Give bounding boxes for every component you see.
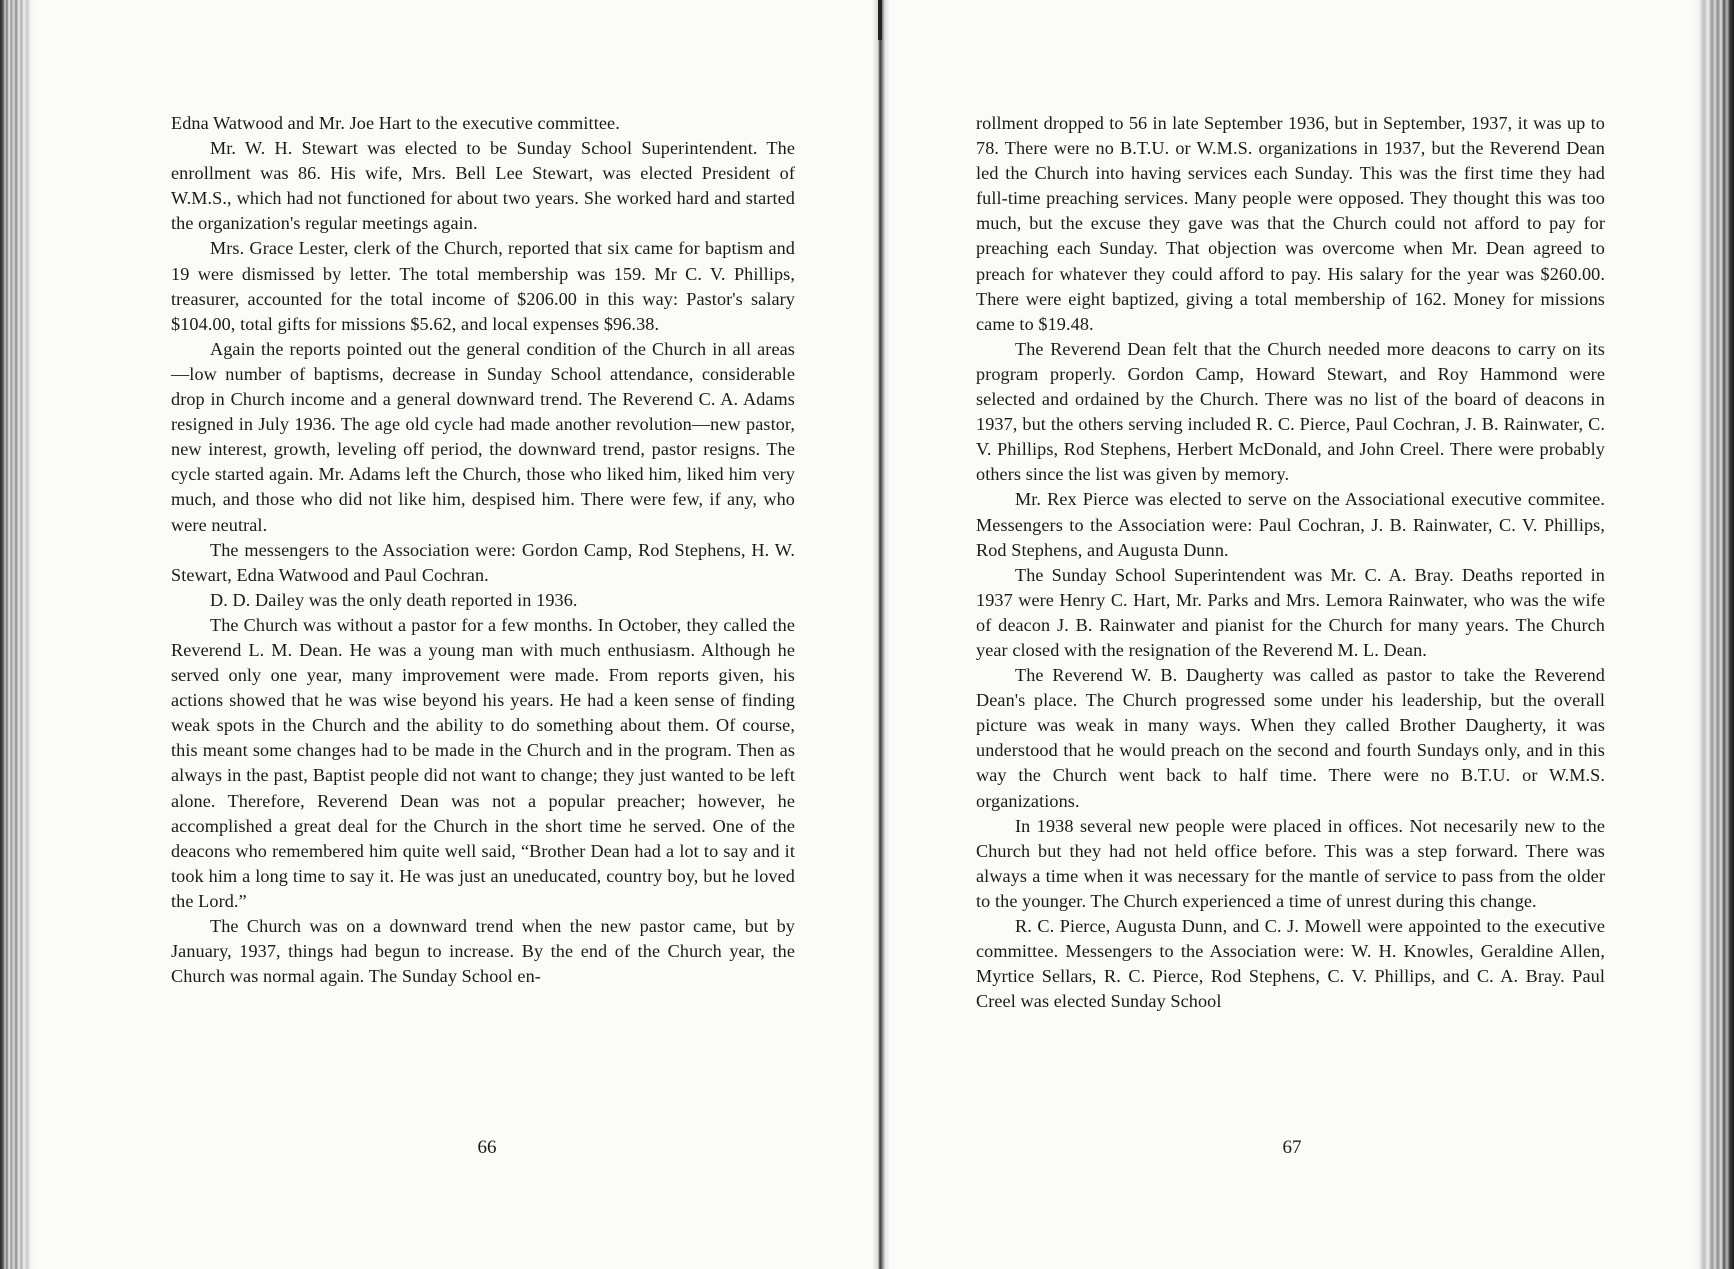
right-page-body [976, 111, 1605, 1014]
paragraph: In 1938 several new people were placed in offices. Not necesarily new to the Church but they had not held office before. This was a step forward. There was always a time when it was necessary for the mantle of service to pass from the older to the younger. The Church experienced a time of unrest during this change. [976, 815, 1605, 911]
paragraph: The Sunday School Superintendent was Mr. C. A. Bray. Deaths reported in 1937 were Henry C. Hart, Mr. Parks and Mrs. Lemora Rainwater, who was the wife of deacon J. B. Rainwater and pianist for the Church for many years. The Church year closed with the resignation of the Reverend M. L. Dean. [976, 564, 1605, 660]
paragraph: Edna Watwood and Mr. Joe Hart to the executive committee. [171, 113, 620, 133]
paragraph: The Church was on a downward trend when the new pastor came, but by January, 1937, things had begun to increase. By the end of the Church year, the Church was normal again. The Sunday School en- [171, 916, 795, 987]
gutter-shadow [878, 0, 882, 40]
paragraph: D. D. Dailey was the only death reported in 1936. [210, 589, 578, 610]
right-page-edges [1690, 0, 1734, 1269]
paragraph: The Reverend Dean felt that the Church needed more deacons to carry on its program properly. Gordon Camp, Howard Stewart, and Roy Hammond were selected and ordained by the Church. There was no list of the board of deacons in 1937, but the others serving included R. C. Pierce, Paul Cochran, J. B. Rainwater, C. V. Phillips, Rod Stephens, Herbert McDonald, and John Creel. There were probably others since the list was given by memory. [976, 338, 1605, 485]
paragraph: Mrs. Grace Lester, clerk of the Church, reported that six came for baptism and 19 were dismissed by letter. The total membership was 159. Mr C. V. Phillips, treasurer, accounted for the total income of $206.00 in this way: Pastor's salary $104.00, total gifts for missions $5.62, and local expenses $96.38. [171, 238, 795, 334]
paragraph: Mr. Rex Pierce was elected to serve on the Associational executive commitee. Messengers to the Association were: Paul Cochran, J. B. Rainwater, C. V. Phillips, Rod Stephens, and Augusta Dunn. [976, 489, 1605, 560]
paragraph: Mr. W. H. Stewart was elected to be Sunday School Superintendent. The enrollment was 86. His wife, Mrs. Bell Lee Stewart, was elected President of W.M.S., which had not functioned for about two years. She worked hard and started the organization's regular meetings again. [171, 138, 795, 234]
paragraph: Again the reports pointed out the general condition of the Church in all areas—low number of baptisms, decrease in Sunday School attendance, considerable drop in Church income and a general downward trend. The Reverend C. A. Adams resigned in July 1936. The age old cycle had made another revolution—new pastor, new interest, growth, leveling off period, the downward trend, pastor resigns. The cycle started again. Mr. Adams left the Church, those who liked him, liked him very much, and those who did not like him, despised him. There were few, if any, who were neutral. [171, 338, 795, 535]
paragraph: The messengers to the Association were: Gordon Camp, Rod Stephens, H. W. Stewart, Edna Watwood and Paul Cochran. [171, 539, 795, 585]
paragraph: rollment dropped to 56 in late September 1936, but in September, 1937, it was up to 78. There were no B.T.U. or W.M.S. organizations in 1937, but the Reverend Dean led the Church into having services each Sunday. This was the first time they had full-time preaching services. Many people were opposed. They thought this was too much, but the excuse they gave was that the Church could not afford to pay for preaching each Sunday. That objection was overcome when Mr. Dean agreed to preach for whatever they could afford to pay. His salary for the year was $260.00. There were eight baptized, giving a total membership of 162. Money for missions came to $19.48. [976, 113, 1605, 334]
left-page-body [171, 111, 795, 989]
left-page-edges [0, 0, 40, 1269]
paragraph: R. C. Pierce, Augusta Dunn, and C. J. Mowell were appointed to the executive committee. Messengers to the Association were: W. H. Knowles, Geraldine Allen, Myrtice Sellars, R. C. Pierce, Rod Stephens, C. V. Phillips, and C. A. Bray. Paul Creel was elected Sunday School [976, 916, 1605, 1012]
paragraph: The Reverend W. B. Daugherty was called as pastor to take the Reverend Dean's place. The Church progressed some under his leadership, but the overall picture was weak in many ways. When they called Brother Daugherty, it was understood that he would preach on the second and fourth Sundays only, and in this way the Church went back to half time. There were no B.T.U. or W.M.S. organizations. [976, 665, 1605, 811]
page-number-left: 66 [477, 1137, 497, 1158]
paragraph: The Church was without a pastor for a few months. In October, they called the Reverend L. M. Dean. He was a young man with much enthusiasm. Although he served only one year, many improvement were made. From reports given, his actions showed that he was wise beyond his years. He had a keen sense of finding weak spots in the Church and the ability to do something about them. Of course, this meant some changes had to be made in the Church and in the program. Then as always in the past, Baptist people did not want to change; they just wanted to be left alone. Therefore, Reverend Dean was not a popular preacher; however, he accomplished a great deal for the Church in the short time he served. One of the deacons who remembered him quite well said, “Brother Dean had a lot to say and it took him a long time to say it. He was just an uneducated, country boy, but he loved the Lord.” [171, 614, 795, 911]
page-number-right: 67 [1282, 1137, 1302, 1158]
book-gutter [872, 0, 890, 1269]
